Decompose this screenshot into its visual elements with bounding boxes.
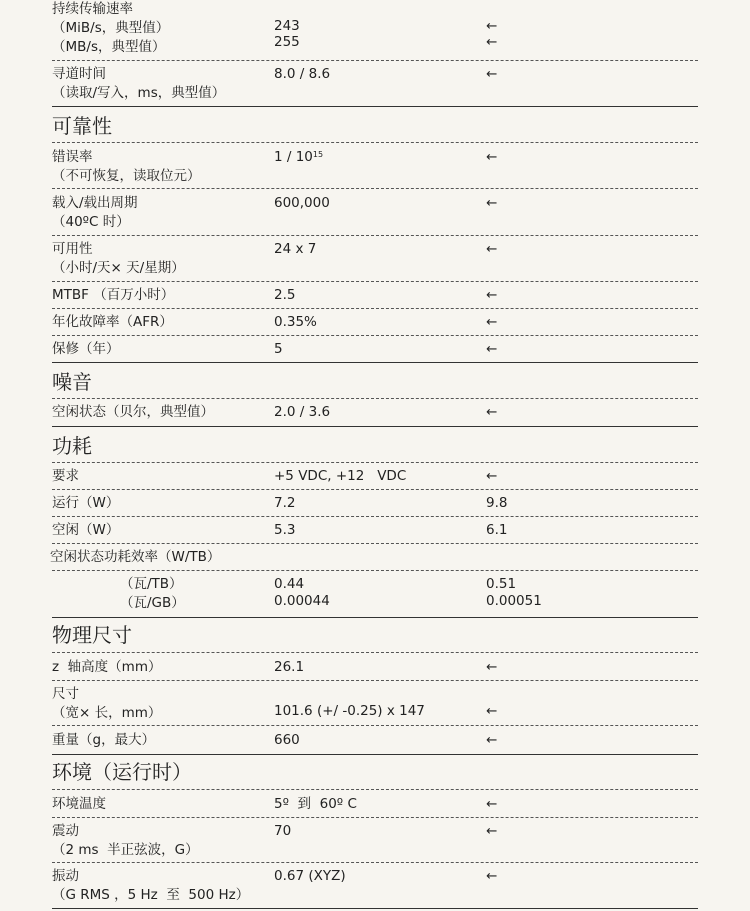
spec-sublabel: （读取/写入，ms，典型值） [52, 85, 226, 101]
same-as-left-arrow-icon: ← [486, 34, 498, 50]
spec-sublabel: （G RMS ，5 Hz 至 500 Hz） [52, 887, 250, 903]
same-as-left-arrow-icon: ← [486, 18, 498, 34]
spec-label: 运行（W） [52, 495, 120, 511]
spec-value: 5.3 [274, 522, 296, 538]
spec-label: 载入/载出周期 [52, 195, 138, 211]
same-as-left-arrow-icon: ← [486, 314, 498, 330]
section-title-noise: 噪音 [52, 370, 92, 394]
spec-sublabel: （MB/s，典型值） [52, 39, 166, 55]
spec-label: z 轴高度（mm） [52, 659, 162, 675]
row-divider [52, 188, 698, 189]
row-divider [52, 817, 698, 818]
spec-value-alt: 0.51 [486, 576, 517, 592]
spec-sublabel: （小时/天× 天/星期） [52, 260, 185, 276]
same-as-left-arrow-icon: ← [486, 341, 498, 357]
same-as-left-arrow-icon: ← [486, 868, 498, 884]
spec-value: 2.5 [274, 287, 296, 303]
spec-sublabel: （瓦/GB） [120, 595, 185, 611]
section-title-physical: 物理尺寸 [52, 623, 132, 647]
spec-value-alt: 6.1 [486, 522, 508, 538]
spec-value: +5 VDC, +12 VDC [274, 468, 407, 484]
spec-value: 0.35% [274, 314, 317, 330]
spec-label: 寻道时间 [52, 66, 106, 82]
spec-value: 8.0 / 8.6 [274, 66, 331, 82]
spec-value: 5º 到 60º C [274, 796, 357, 812]
section-title-reliability: 可靠性 [52, 114, 112, 138]
spec-label: 震动 [52, 823, 79, 839]
spec-label: 可用性 [52, 241, 93, 257]
spec-label: 错误率 [52, 149, 93, 165]
spec-value: 24 x 7 [274, 241, 317, 257]
spec-sublabel: （宽× 长，mm） [52, 705, 162, 721]
spec-sublabel: （瓦/TB） [120, 576, 183, 592]
spec-label: 振动 [52, 868, 79, 884]
spec-label: 年化故障率（AFR） [52, 314, 173, 330]
same-as-left-arrow-icon: ← [486, 241, 498, 257]
spec-value: 243 [274, 18, 300, 34]
spec-label: 环境温度 [52, 796, 106, 812]
spec-value-alt: 0.00051 [486, 593, 542, 609]
row-divider [52, 516, 698, 517]
spec-value: 7.2 [274, 495, 296, 511]
spec-value: 26.1 [274, 659, 305, 675]
spec-label: 要求 [52, 468, 79, 484]
row-divider [52, 308, 698, 309]
spec-label: 空闲状态（贝尔，典型值） [52, 404, 214, 420]
spec-label: 空闲状态功耗效率（W/TB） [50, 549, 221, 565]
spec-label: 空闲（W） [52, 522, 120, 538]
section-title-environment: 环境（运行时） [52, 760, 192, 784]
same-as-left-arrow-icon: ← [486, 823, 498, 839]
section-divider [52, 908, 698, 909]
section-divider [52, 617, 698, 618]
spec-value: 5 [274, 341, 283, 357]
spec-value: 255 [274, 34, 300, 50]
row-divider [52, 235, 698, 236]
row-divider [52, 281, 698, 282]
row-divider [52, 398, 698, 399]
row-divider [52, 142, 698, 143]
spec-value: 0.67 (XYZ) [274, 868, 346, 884]
spec-value: 101.6 (+/ -0.25) x 147 [274, 703, 425, 719]
row-divider [52, 543, 698, 544]
same-as-left-arrow-icon: ← [486, 732, 498, 748]
same-as-left-arrow-icon: ← [486, 149, 498, 165]
spec-label: 重量（g，最大） [52, 732, 156, 748]
same-as-left-arrow-icon: ← [486, 404, 498, 420]
spec-label: 尺寸 [52, 686, 79, 702]
value-exponent: 15 [312, 150, 324, 159]
section-title-power: 功耗 [52, 434, 92, 458]
row-divider [52, 652, 698, 653]
spec-value: 0.44 [274, 576, 305, 592]
same-as-left-arrow-icon: ← [486, 195, 498, 211]
spec-label: 保修（年） [52, 341, 120, 357]
same-as-left-arrow-icon: ← [486, 796, 498, 812]
section-divider [52, 754, 698, 755]
row-divider [52, 570, 698, 571]
row-divider [52, 789, 698, 790]
spec-label: MTBF （百万小时） [52, 287, 175, 303]
section-divider [52, 362, 698, 363]
same-as-left-arrow-icon: ← [486, 659, 498, 675]
spec-sublabel: （MiB/s，典型值） [52, 20, 170, 36]
row-divider [52, 725, 698, 726]
same-as-left-arrow-icon: ← [486, 703, 498, 719]
spec-value: 70 [274, 823, 292, 839]
value-base: 1 / 10 [274, 149, 313, 165]
row-divider [52, 462, 698, 463]
row-divider [52, 862, 698, 863]
row-divider [52, 335, 698, 336]
spec-value: 600,000 [274, 195, 330, 211]
spec-sublabel: （2 ms 半正弦波，G） [52, 842, 199, 858]
same-as-left-arrow-icon: ← [486, 468, 498, 484]
same-as-left-arrow-icon: ← [486, 66, 498, 82]
spec-value: 2.0 / 3.6 [274, 404, 331, 420]
row-divider [52, 60, 698, 61]
spec-sublabel: （40ºC 时） [52, 214, 130, 230]
section-divider [52, 426, 698, 427]
spec-sublabel: （不可恢复，读取位元） [52, 168, 201, 184]
spec-value: 0.00044 [274, 593, 330, 609]
spec-value-alt: 9.8 [486, 495, 508, 511]
row-divider [52, 489, 698, 490]
row-divider [52, 680, 698, 681]
spec-value: 660 [274, 732, 300, 748]
section-divider [52, 106, 698, 107]
same-as-left-arrow-icon: ← [486, 287, 498, 303]
spec-label: 持续传输速率 [52, 1, 133, 17]
spec-value [274, 148, 323, 166]
